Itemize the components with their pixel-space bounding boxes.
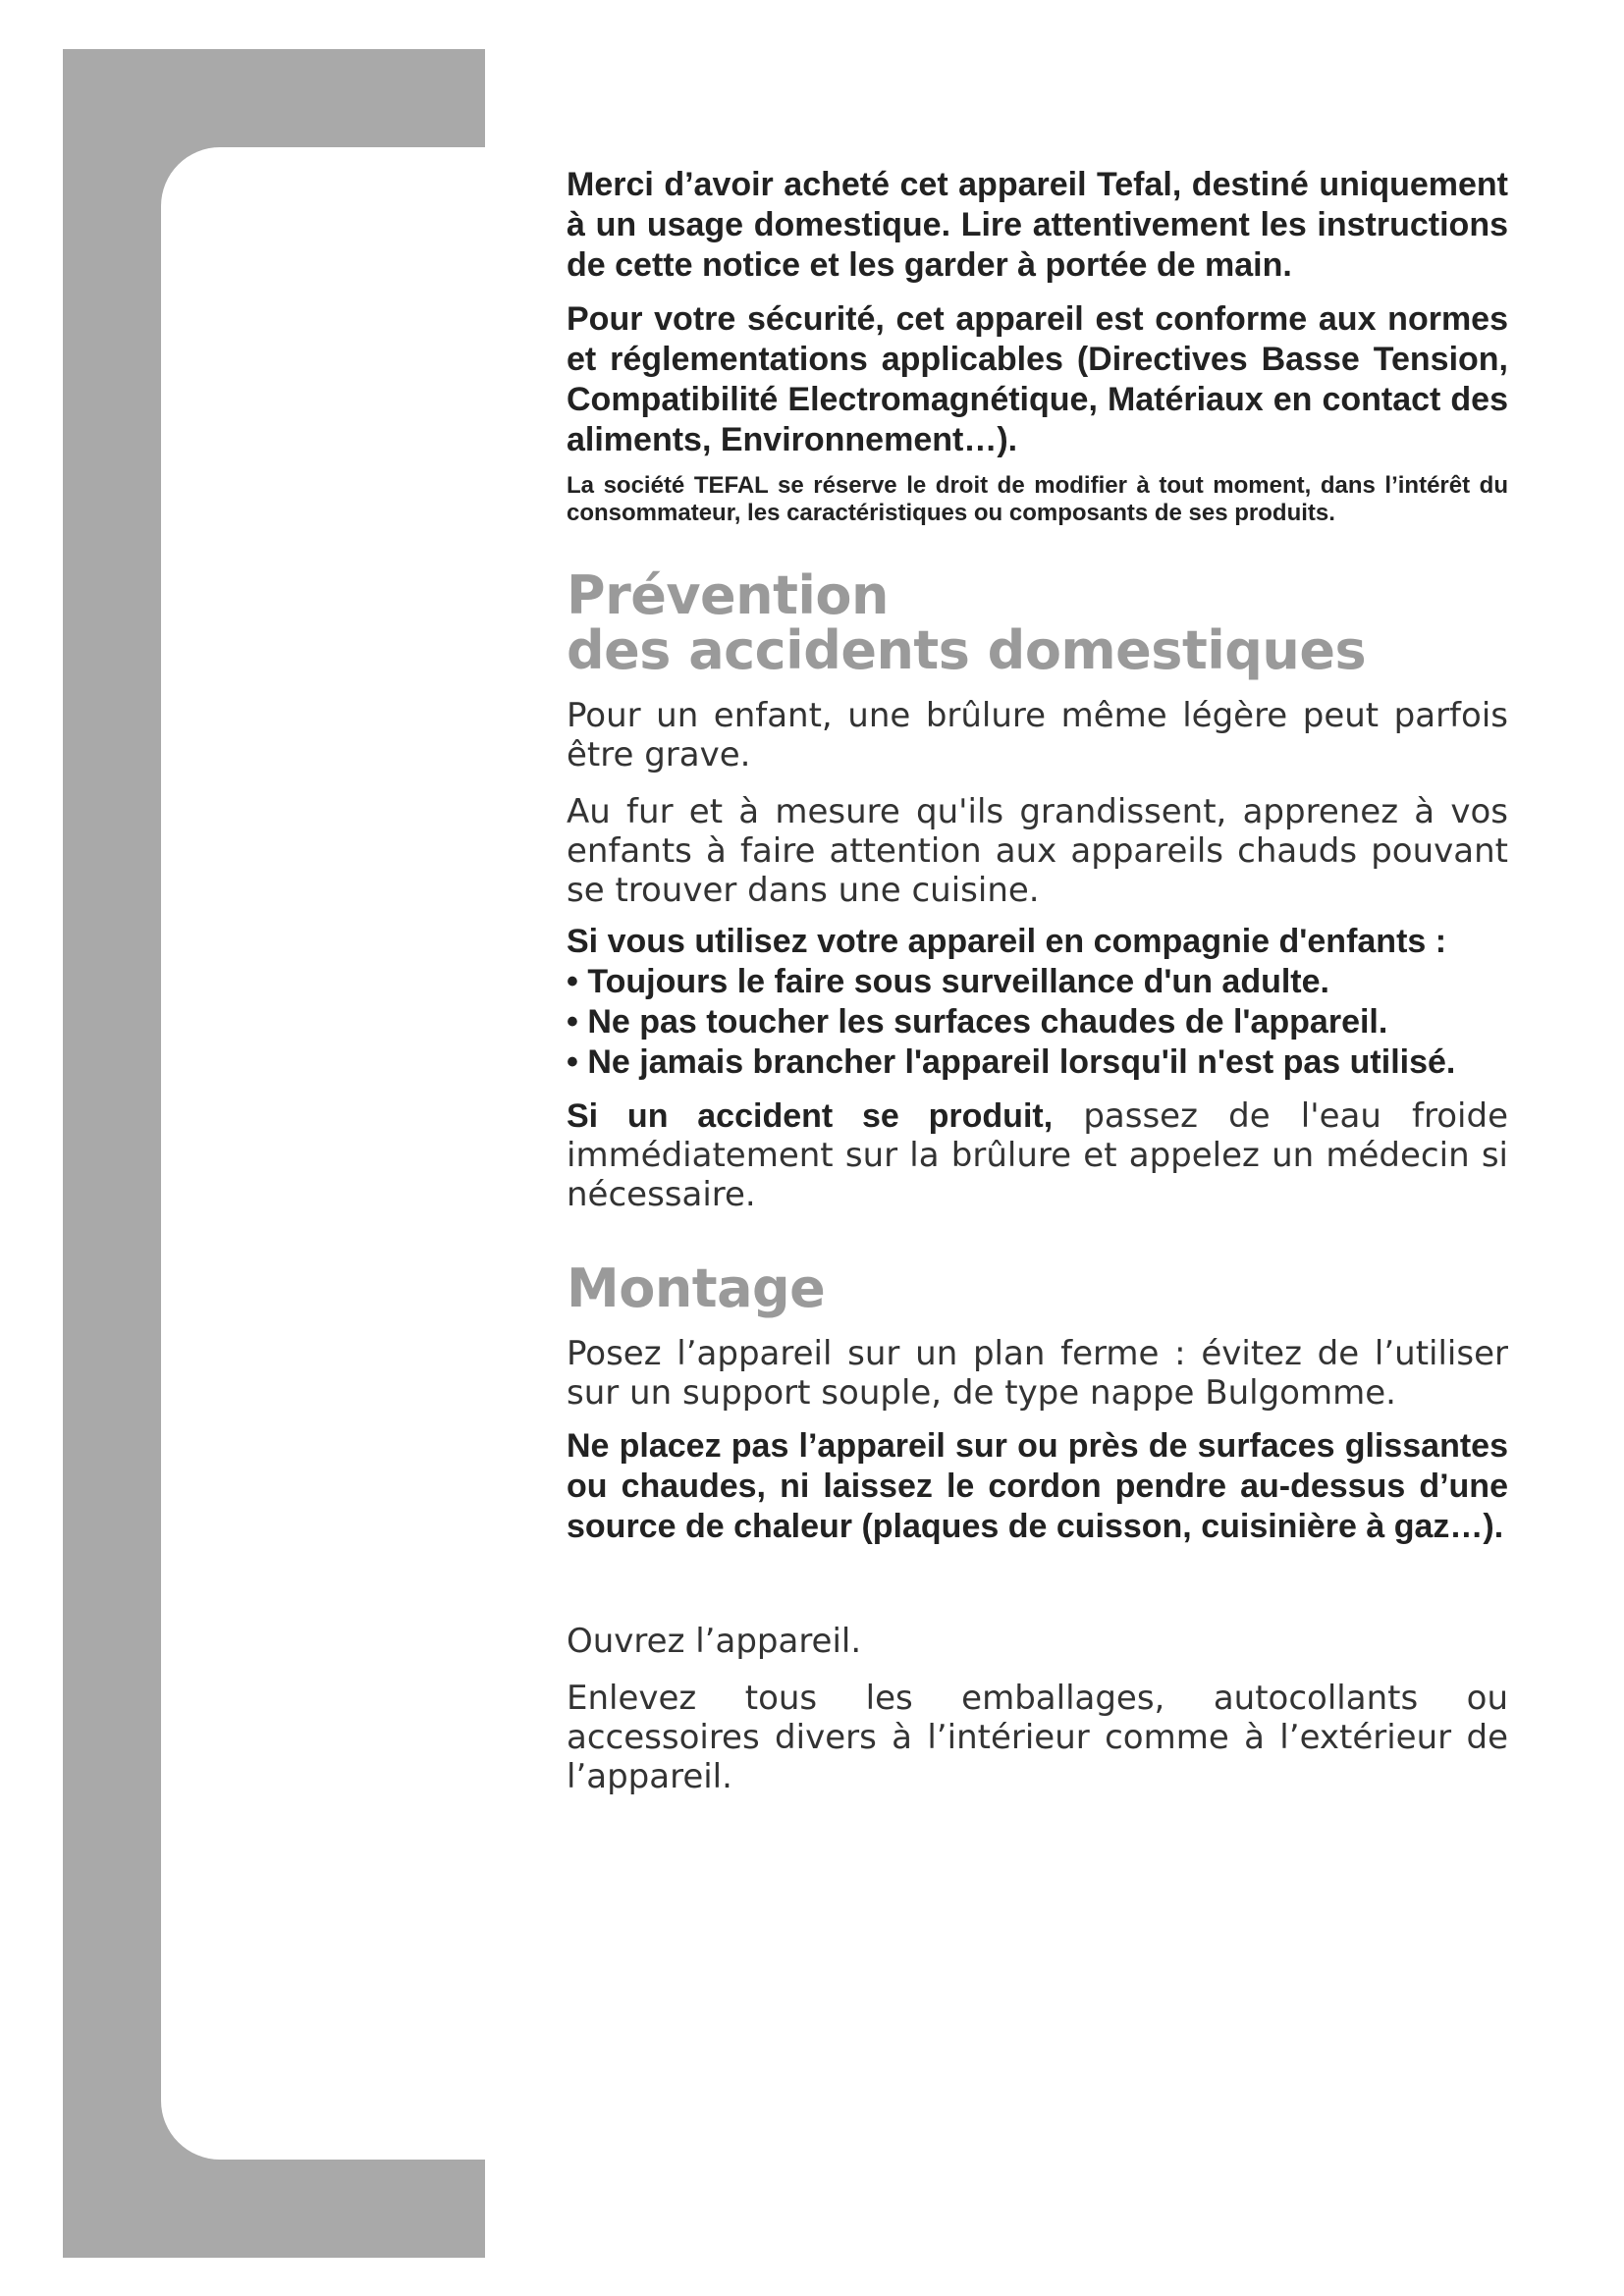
prevention-bullet: • Ne pas toucher les surfaces chaudes de l'appareil. (567, 1003, 1388, 1041)
prevention-children-intro: Si vous utilisez votre appareil en compagnie d'enfants : (567, 923, 1447, 960)
montage-surface-text: Posez l’appareil sur un plan ferme : évitez de l’utiliser sur un support souple, de type nappe Bulgomme. (567, 1334, 1508, 1413)
intro-thanks: Merci d’avoir acheté cet appareil Tefal, destiné uniquement à un usage domestique. Lire attentivement les instructions de cette notice et les garder à portée de main. (567, 166, 1508, 284)
prevention-burn-text: Pour un enfant, une brûlure même légère peut parfois être grave. (567, 696, 1508, 774)
prevention-heading-line2: des accidents domestiques (567, 619, 1367, 681)
montage-warning-text: Ne placez pas l’appareil sur ou près de surfaces glissantes ou chaudes, ni laissez le cordon pendre au-dessus d’une source de chaleur (plaques de cuisson, cuisinière à gaz…). (567, 1427, 1508, 1545)
prevention-accident-rest: passez de l'eau froide immédiatement sur la brûlure et appelez un médecin si nécessaire. (567, 1096, 1508, 1214)
side-bar-inner (161, 147, 495, 2160)
montage-heading: Montage (567, 1257, 826, 1319)
prevention-heading-line1: Prévention (567, 564, 889, 626)
prevention-heading (567, 564, 1508, 681)
montage-unpack-text: Enlevez tous les emballages, autocollants ou accessoires divers à l’intérieur comme à l’extérieur de l’appareil. (567, 1679, 1508, 1796)
intro-rights: La société TEFAL se réserve le droit de modifier à tout moment, dans l’intérêt du consommateur, les caractéristiques ou composants de ses produits. (567, 472, 1508, 526)
prevention-children-text: Au fur et à mesure qu'ils grandissent, apprenez à vos enfants à faire attention aux appareils chauds pouvant se trouver dans une cuisine. (567, 792, 1508, 910)
intro-safety: Pour votre sécurité, cet appareil est conforme aux normes et réglementations applicables (Directives Basse Tension, Compatibilité Electromagnétique, Matériaux en contact des aliments, Environnement…). (567, 300, 1508, 458)
prevention-accident-bold: Si un accident se produit, (567, 1097, 1054, 1135)
prevention-bullet: • Ne jamais brancher l'appareil lorsqu'il n'est pas utilisé. (567, 1043, 1456, 1081)
prevention-bullet: • Toujours le faire sous surveillance d'un adulte. (567, 963, 1329, 1000)
montage-open-text: Ouvrez l’appareil. (567, 1622, 862, 1661)
prevention-accident-text (567, 1096, 1508, 1214)
page-content (567, 165, 1508, 1814)
